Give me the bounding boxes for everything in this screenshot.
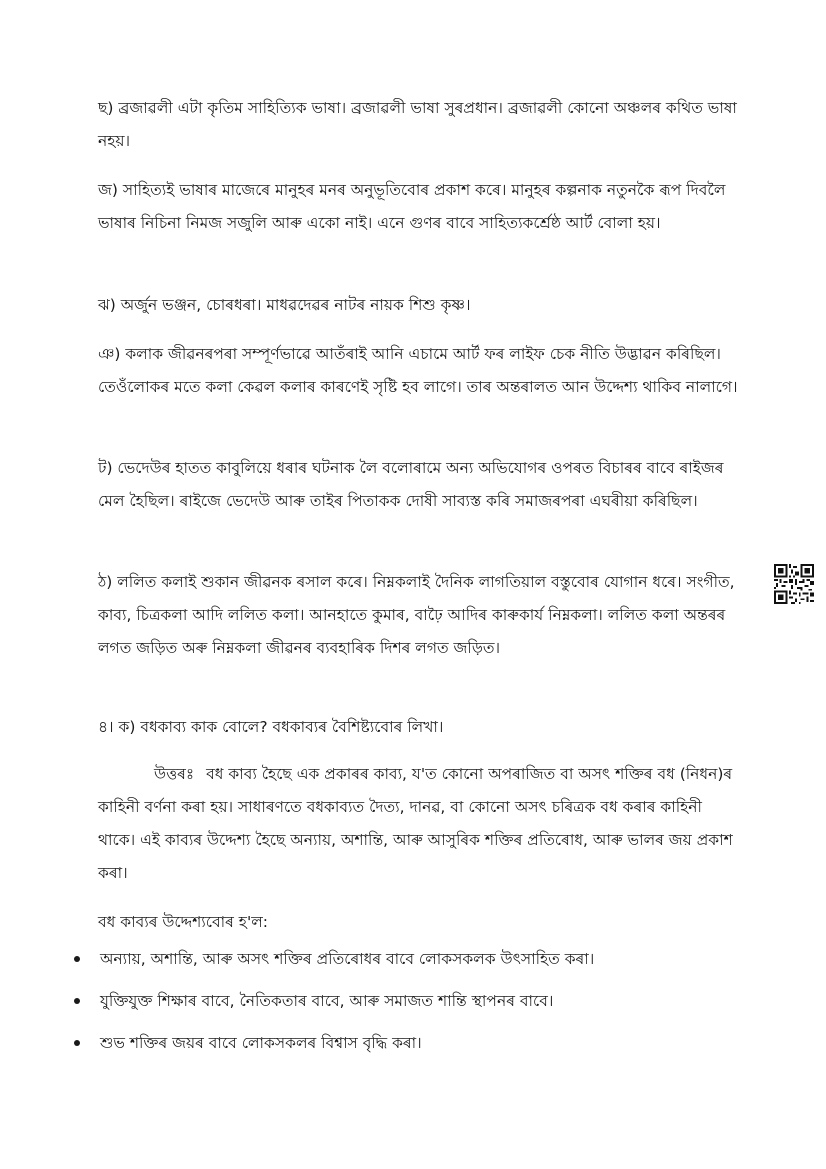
list-item-text: শুভ শক্তিৰ জয়ৰ বাবে লোকসকলৰ বিশ্বাস বৃদ্ধি কৰা।: [100, 1034, 422, 1052]
paragraph-ja: জ) সাহিত্যই ভাষাৰ মাজেৰে মানুহৰ মনৰ অনুভূতিবোৰ প্ৰকাশ কৰে। মানুহৰ কল্পনাক নতুনকৈ ৰূপ দিবলৈ ভাষাৰ নিচিনা নিমজ সজুলি আৰু একো নাই। এনে গুণৰ বাবে সাহিত্যকৰ্শ্ৰেষ্ঠ আৰ্ট বোলা হয়।: [98, 181, 726, 232]
paragraph-nya: ঞ) কলাক জীৱনৰপৰা সম্পূৰ্ণভাৱে আতঁৰাই আনি এচামে আৰ্ট ফৰ লাইফ চেক নীতি উদ্ভাৱন কৰিছিল। তেওঁলোকৰ মতে কলা কেৱল কলাৰ কাৰণেই সৃষ্টি হব লাগে। তাৰ অন্তৰালত আন উদ্দেশ্য থাকিব নালাগে।: [98, 345, 738, 396]
paragraph-chha: ছ) ব্ৰজাৱলী এটা কৃতিম সাহিত্যিক ভাষা। ব্ৰজাৱলী ভাষা সুৰপ্ৰধান। ব্ৰজাৱলী কোনো অঞ্চলৰ কথিত ভাষা নহয়।: [98, 99, 737, 150]
paragraph-ta: ট) ভেদেউৰ হাতত কাবুলিয়ে ধৰাৰ ঘটনাক লৈ বলোৰামে অন্য অভিযোগৰ ওপৰত বিচাৰৰ বাবে ৰাইজৰ মেল হৈছিল। ৰাইজে ভেদেউ আৰু তাইৰ পিতাকক দোষী সাব্যস্ত কৰি সমাজৰপৰা এঘৰীয়া কৰিছিল।: [98, 459, 724, 510]
objectives-heading: বধ কাব্যৰ উদ্দেশ্যবোৰ হ'ল:: [98, 913, 268, 931]
answer-label: উত্তৰঃ: [154, 765, 195, 783]
bullet-icon: [74, 956, 80, 962]
answer-text: বধ কাব্য হৈছে এক প্ৰকাৰৰ কাব্য, য'ত কোনো অপৰাজিত বা অসৎ শক্তিৰ বধ (নিধন)ৰ কাহিনী বৰ্ণনা কৰা হয়। সাধাৰণতে বধকাব্যত দৈত্য, দানৱ, বা কোনো অসৎ চৰিত্ৰক বধ কৰাৰ কাহিনী থাকে। এই কাব্যৰ উদ্দেশ্য হৈছে অন্যায়, অশান্তি, আৰু আসুৰিক শক্তিৰ প্ৰতিৰোধ, আৰু ভালৰ জয় প্ৰকাশ কৰা।: [98, 765, 733, 882]
bullet-icon: [74, 998, 80, 1004]
list-item: [74, 948, 754, 970]
qr-code-icon[interactable]: [774, 564, 814, 604]
list-item-text: যুক্তিযুক্ত শিক্ষাৰ বাবে, নৈতিকতাৰ বাবে, আৰু সমাজত শান্তি স্থাপনৰ বাবে।: [100, 992, 554, 1010]
bullet-icon: [74, 1040, 80, 1046]
objectives-list: [74, 948, 754, 1074]
list-item-text: অন্যায়, অশান্তি, আৰু অসৎ শক্তিৰ প্ৰতিৰোধৰ বাবে লোকসকলক উৎসাহিত কৰা।: [100, 950, 595, 968]
question-4: ৪। ক) বধকাব্য কাক বোলে? বধকাব্যৰ বৈশিষ্ট্যবোৰ লিখা।: [98, 718, 444, 736]
answer-paragraph: [98, 758, 738, 890]
list-item: [74, 990, 754, 1012]
paragraph-jha: ঝ) অৰ্জুন ভঞ্জন, চোৰধৰা। মাধৱদেৱৰ নাটৰ নায়ক শিশু কৃষ্ণ।: [98, 296, 471, 314]
paragraph-tha: ঠ) ললিত কলাই শুকান জীৱনক ৰসাল কৰে। নিম্নকলাই দৈনিক লাগতিয়াল বস্তুবোৰ যোগান ধৰে। সংগীত, কাব্য, চিত্ৰকলা আদি ললিত কলা। আনহাতে কুমাৰ, বাঢ়ৈ আদিৰ কাৰুকাৰ্য নিম্নকলা। ললিত কলা অন্তৰৰ লগত জড়িত অৰু নিম্নকলা জীৱনৰ ব্যবহাৰিক দিশৰ লগত জড়িত।: [98, 573, 735, 657]
list-item: [74, 1032, 754, 1054]
